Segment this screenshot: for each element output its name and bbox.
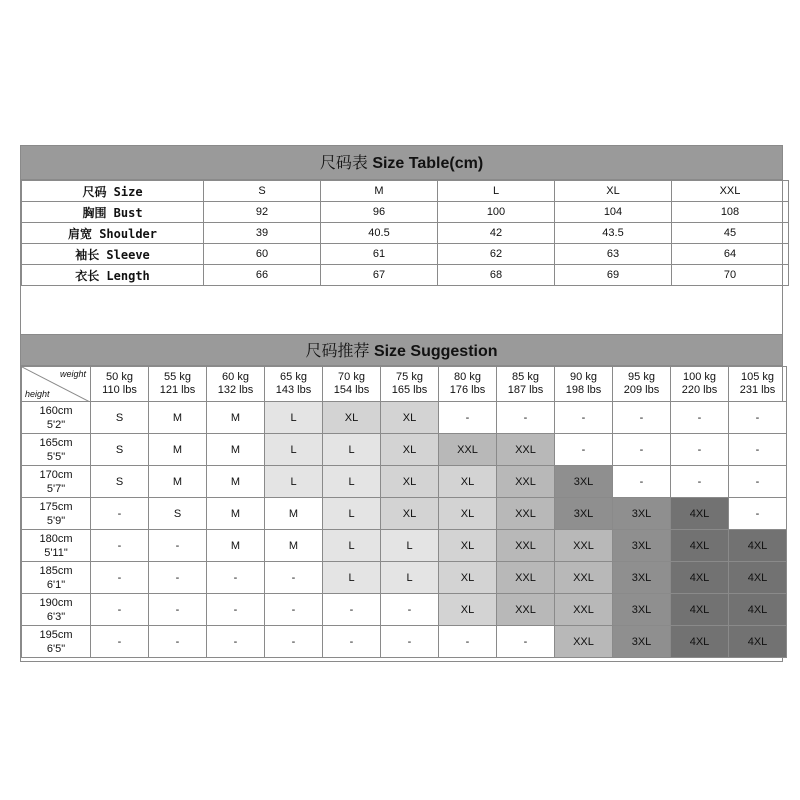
weight-kg: 55 kg xyxy=(164,371,191,383)
size-value-cell: 100 xyxy=(438,202,555,223)
height-row-header xyxy=(22,562,91,594)
height-cm: 190cm xyxy=(39,596,73,609)
suggested-size-cell: S xyxy=(91,466,149,498)
height-row-header xyxy=(22,594,91,626)
suggested-size-cell: - xyxy=(729,498,787,530)
suggested-size-cell: M xyxy=(149,402,207,434)
weight-kg: 60 kg xyxy=(222,371,249,383)
suggested-size-cell: XL xyxy=(381,402,439,434)
suggested-size-cell: L xyxy=(323,434,381,466)
suggested-size-cell: XXL xyxy=(497,498,555,530)
suggested-size-cell: 3XL xyxy=(555,466,613,498)
suggested-size-cell: L xyxy=(265,466,323,498)
weight-kg: 95 kg xyxy=(628,371,655,383)
weight-lbs: 187 lbs xyxy=(507,384,544,396)
height-ft: 5'11" xyxy=(44,546,68,559)
weight-kg: 70 kg xyxy=(338,371,365,383)
suggested-size-cell: M xyxy=(265,530,323,562)
height-cm: 165cm xyxy=(39,436,73,449)
suggested-size-cell: 4XL xyxy=(671,594,729,626)
corner-cell xyxy=(22,367,91,402)
height-row xyxy=(22,626,787,658)
weight-kg: 50 kg xyxy=(106,371,133,383)
size-row-label: 肩宽 Shoulder xyxy=(22,223,204,244)
suggested-size-cell: XXL xyxy=(497,434,555,466)
suggested-size-cell: - xyxy=(91,594,149,626)
weight-kg: 100 kg xyxy=(682,371,717,383)
weight-lbs: 121 lbs xyxy=(159,384,196,396)
corner-height-label: height xyxy=(25,389,50,399)
size-header-label: 尺码 Size xyxy=(22,181,204,202)
suggested-size-cell: - xyxy=(729,434,787,466)
weight-col-header xyxy=(381,367,439,402)
size-value-cell: 108 xyxy=(672,202,789,223)
weight-col-header xyxy=(265,367,323,402)
size-col-header: S xyxy=(204,181,321,202)
suggested-size-cell: - xyxy=(671,466,729,498)
height-row-header xyxy=(22,498,91,530)
weight-lbs: 198 lbs xyxy=(565,384,602,396)
suggested-size-cell: 3XL xyxy=(613,562,671,594)
suggested-size-cell: - xyxy=(671,402,729,434)
height-row-header xyxy=(22,466,91,498)
suggested-size-cell: - xyxy=(149,626,207,658)
weight-lbs: 209 lbs xyxy=(623,384,660,396)
size-row-label: 袖长 Sleeve xyxy=(22,244,204,265)
height-ft: 6'1" xyxy=(46,578,66,591)
suggested-size-cell: - xyxy=(613,466,671,498)
size-row xyxy=(22,202,789,223)
weight-kg: 105 kg xyxy=(740,371,775,383)
suggested-size-cell: XL xyxy=(439,530,497,562)
suggested-size-cell: - xyxy=(497,626,555,658)
size-value-cell: 39 xyxy=(204,223,321,244)
suggested-size-cell: XL xyxy=(381,434,439,466)
height-cm: 175cm xyxy=(39,500,73,513)
weight-lbs: 154 lbs xyxy=(333,384,370,396)
size-value-cell: 62 xyxy=(438,244,555,265)
suggested-size-cell: XL xyxy=(381,498,439,530)
height-row xyxy=(22,434,787,466)
weight-kg: 75 kg xyxy=(396,371,423,383)
weight-kg: 80 kg xyxy=(454,371,481,383)
suggested-size-cell: - xyxy=(323,626,381,658)
weight-col-header xyxy=(91,367,149,402)
suggested-size-cell: - xyxy=(207,594,265,626)
suggested-size-cell: - xyxy=(265,562,323,594)
weight-col-header xyxy=(497,367,555,402)
height-row xyxy=(22,498,787,530)
suggested-size-cell: 4XL xyxy=(729,594,787,626)
height-row-header xyxy=(22,626,91,658)
size-table-title-en: Size Table(cm) xyxy=(372,155,484,172)
weight-col-header xyxy=(671,367,729,402)
suggested-size-cell: - xyxy=(265,594,323,626)
suggested-size-cell: L xyxy=(265,402,323,434)
suggested-size-cell: 4XL xyxy=(671,498,729,530)
suggested-size-cell: XXL xyxy=(555,530,613,562)
suggested-size-cell: L xyxy=(381,530,439,562)
size-row xyxy=(22,265,789,286)
suggested-size-cell: S xyxy=(149,498,207,530)
weight-col-header xyxy=(439,367,497,402)
height-row xyxy=(22,594,787,626)
height-row xyxy=(22,402,787,434)
suggested-size-cell: 4XL xyxy=(729,626,787,658)
size-value-cell: 92 xyxy=(204,202,321,223)
suggested-size-cell: XXL xyxy=(497,562,555,594)
suggested-size-cell: XXL xyxy=(497,530,555,562)
size-table-title-cn: 尺码表 xyxy=(319,153,368,172)
size-table-title xyxy=(21,146,782,180)
suggested-size-cell: - xyxy=(207,562,265,594)
suggested-size-cell: - xyxy=(91,498,149,530)
size-col-header: L xyxy=(438,181,555,202)
height-row xyxy=(22,466,787,498)
suggested-size-cell: 3XL xyxy=(613,498,671,530)
size-value-cell: 40.5 xyxy=(321,223,438,244)
weight-lbs: 143 lbs xyxy=(275,384,312,396)
height-cm: 170cm xyxy=(39,468,73,481)
suggested-size-cell: XXL xyxy=(497,594,555,626)
weight-lbs: 165 lbs xyxy=(391,384,428,396)
suggested-size-cell: - xyxy=(207,626,265,658)
weight-col-header xyxy=(149,367,207,402)
suggested-size-cell: 3XL xyxy=(555,498,613,530)
section-gap xyxy=(21,286,782,334)
suggested-size-cell: - xyxy=(381,594,439,626)
size-suggestion-title-cn: 尺码推荐 xyxy=(305,341,370,360)
suggested-size-cell: XXL xyxy=(439,434,497,466)
suggested-size-cell: M xyxy=(149,434,207,466)
suggested-size-cell: - xyxy=(439,402,497,434)
size-col-header: XL xyxy=(555,181,672,202)
size-value-cell: 63 xyxy=(555,244,672,265)
size-value-cell: 104 xyxy=(555,202,672,223)
size-suggestion-title xyxy=(21,334,782,366)
suggested-size-cell: XL xyxy=(323,402,381,434)
weight-lbs: 220 lbs xyxy=(681,384,718,396)
size-row-label: 衣长 Length xyxy=(22,265,204,286)
suggested-size-cell: - xyxy=(671,434,729,466)
suggested-size-cell: XL xyxy=(439,594,497,626)
height-ft: 5'5" xyxy=(46,450,66,463)
height-ft: 6'5" xyxy=(46,642,66,655)
height-row xyxy=(22,530,787,562)
suggested-size-cell: 4XL xyxy=(729,530,787,562)
suggested-size-cell: XXL xyxy=(555,626,613,658)
weight-col-header xyxy=(613,367,671,402)
suggested-size-cell: - xyxy=(439,626,497,658)
suggested-size-cell: 4XL xyxy=(671,562,729,594)
suggested-size-cell: 4XL xyxy=(729,562,787,594)
size-chart-frame xyxy=(20,145,783,662)
suggested-size-cell: XL xyxy=(439,562,497,594)
size-suggestion-title-en: Size Suggestion xyxy=(373,343,498,360)
suggested-size-cell: L xyxy=(265,434,323,466)
size-value-cell: 45 xyxy=(672,223,789,244)
weight-kg: 90 kg xyxy=(570,371,597,383)
size-col-header: M xyxy=(321,181,438,202)
suggested-size-cell: - xyxy=(555,434,613,466)
suggested-size-cell: 4XL xyxy=(671,530,729,562)
suggested-size-cell: M xyxy=(207,498,265,530)
weight-lbs: 132 lbs xyxy=(217,384,254,396)
suggested-size-cell: XL xyxy=(381,466,439,498)
size-value-cell: 61 xyxy=(321,244,438,265)
weight-col-header xyxy=(323,367,381,402)
suggested-size-cell: M xyxy=(265,498,323,530)
suggested-size-cell: - xyxy=(91,562,149,594)
weight-col-header xyxy=(555,367,613,402)
size-value-cell: 68 xyxy=(438,265,555,286)
suggested-size-cell: L xyxy=(323,466,381,498)
suggested-size-cell: M xyxy=(207,466,265,498)
suggested-size-cell: 3XL xyxy=(613,626,671,658)
suggested-size-cell: M xyxy=(207,530,265,562)
size-value-cell: 96 xyxy=(321,202,438,223)
height-cm: 160cm xyxy=(39,404,73,417)
suggested-size-cell: - xyxy=(91,626,149,658)
height-ft: 5'2" xyxy=(46,418,66,431)
size-value-cell: 67 xyxy=(321,265,438,286)
size-header-row xyxy=(22,181,789,202)
suggested-size-cell: XXL xyxy=(497,466,555,498)
suggested-size-cell: - xyxy=(265,626,323,658)
suggested-size-cell: S xyxy=(91,402,149,434)
size-value-cell: 43.5 xyxy=(555,223,672,244)
weight-kg: 65 kg xyxy=(280,371,307,383)
suggested-size-cell: 3XL xyxy=(613,594,671,626)
height-row-header xyxy=(22,434,91,466)
size-row xyxy=(22,223,789,244)
suggested-size-cell: 3XL xyxy=(613,530,671,562)
height-cm: 180cm xyxy=(39,532,73,545)
weight-lbs: 110 lbs xyxy=(102,384,137,396)
suggested-size-cell: M xyxy=(149,466,207,498)
size-suggestion-table xyxy=(21,366,787,658)
suggested-size-cell: - xyxy=(323,594,381,626)
size-col-header: XXL xyxy=(672,181,789,202)
suggested-size-cell: - xyxy=(613,402,671,434)
height-row xyxy=(22,562,787,594)
suggested-size-cell: L xyxy=(323,530,381,562)
suggested-size-cell: XXL xyxy=(555,562,613,594)
suggested-size-cell: - xyxy=(149,530,207,562)
suggested-size-cell: L xyxy=(381,562,439,594)
weight-col-header xyxy=(729,367,787,402)
suggested-size-cell: 4XL xyxy=(671,626,729,658)
height-ft: 5'9" xyxy=(46,514,66,527)
suggested-size-cell: - xyxy=(729,466,787,498)
suggested-size-cell: M xyxy=(207,402,265,434)
suggested-size-cell: L xyxy=(323,498,381,530)
weight-lbs: 231 lbs xyxy=(739,384,776,396)
suggested-size-cell: S xyxy=(91,434,149,466)
size-value-cell: 69 xyxy=(555,265,672,286)
corner-weight-label: weight xyxy=(59,369,86,379)
suggested-size-cell: L xyxy=(323,562,381,594)
size-value-cell: 42 xyxy=(438,223,555,244)
suggested-size-cell: - xyxy=(613,434,671,466)
height-row-header xyxy=(22,530,91,562)
suggested-size-cell: XL xyxy=(439,498,497,530)
suggested-size-cell: - xyxy=(149,562,207,594)
size-value-cell: 64 xyxy=(672,244,789,265)
suggested-size-cell: - xyxy=(91,530,149,562)
height-row-header xyxy=(22,402,91,434)
weight-col-header xyxy=(207,367,265,402)
height-ft: 6'3" xyxy=(46,610,66,623)
suggested-size-cell: - xyxy=(149,594,207,626)
weight-header-row xyxy=(22,367,787,402)
height-ft: 5'7" xyxy=(46,482,66,495)
suggested-size-cell: XL xyxy=(439,466,497,498)
suggested-size-cell: - xyxy=(497,402,555,434)
size-value-cell: 66 xyxy=(204,265,321,286)
suggested-size-cell: - xyxy=(555,402,613,434)
height-cm: 195cm xyxy=(39,628,73,641)
size-value-cell: 70 xyxy=(672,265,789,286)
height-cm: 185cm xyxy=(39,564,73,577)
suggested-size-cell: XXL xyxy=(555,594,613,626)
suggested-size-cell: - xyxy=(381,626,439,658)
suggested-size-cell: - xyxy=(729,402,787,434)
size-table xyxy=(21,180,789,286)
size-row xyxy=(22,244,789,265)
size-value-cell: 60 xyxy=(204,244,321,265)
size-row-label: 胸围 Bust xyxy=(22,202,204,223)
weight-kg: 85 kg xyxy=(512,371,539,383)
weight-lbs: 176 lbs xyxy=(449,384,486,396)
suggested-size-cell: M xyxy=(207,434,265,466)
